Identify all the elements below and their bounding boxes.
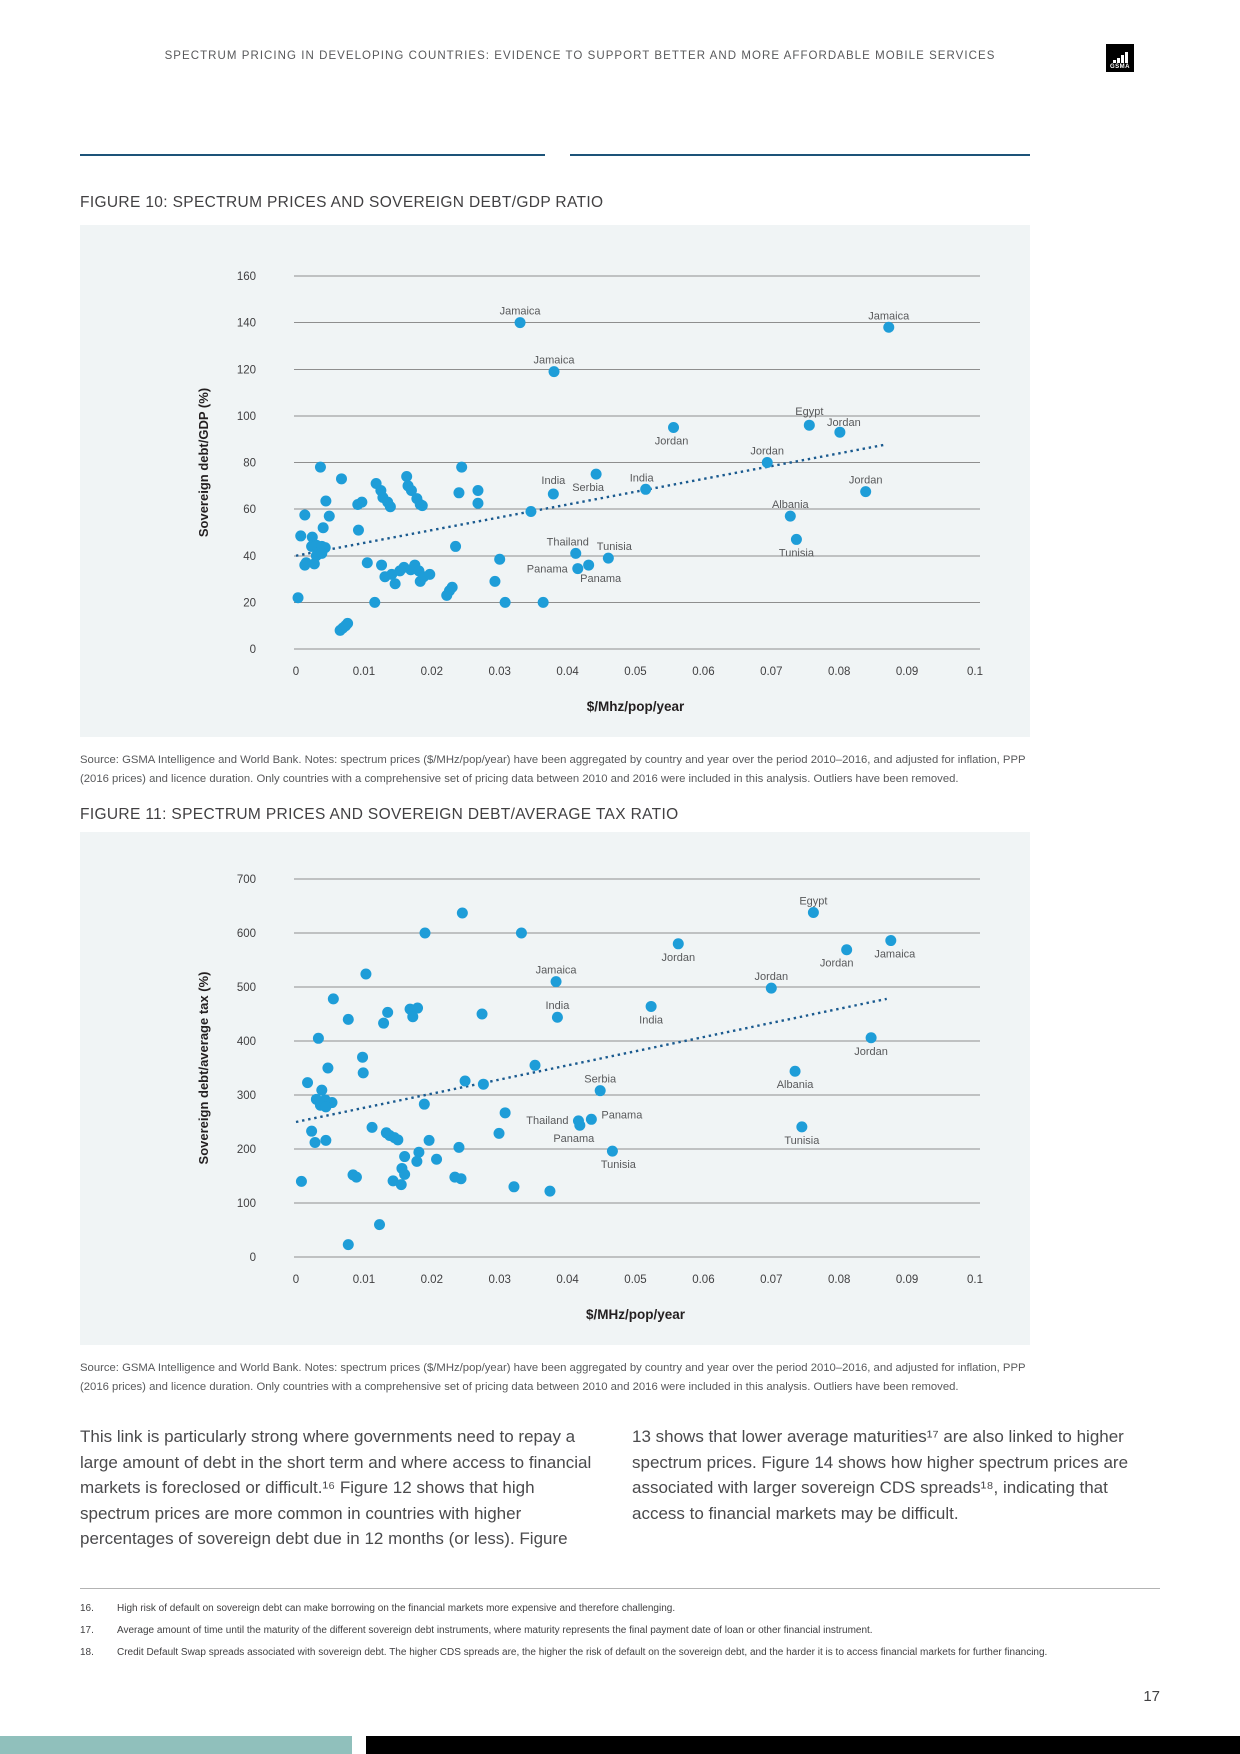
data-point xyxy=(324,511,335,522)
data-point xyxy=(367,1122,378,1133)
data-point-india xyxy=(552,1012,563,1023)
data-point xyxy=(382,1007,393,1018)
country-label: Thailand xyxy=(526,1114,569,1127)
y-axis-title: Sovereign debt/average tax (%) xyxy=(196,971,211,1165)
data-point xyxy=(313,1033,324,1044)
x-tick-label: 0.06 xyxy=(692,1274,715,1286)
footer-black-bar xyxy=(366,1736,1240,1754)
data-point xyxy=(508,1181,519,1192)
figure11-scatter-chart xyxy=(80,832,1030,1350)
data-point xyxy=(500,597,511,608)
page-number: 17 xyxy=(1143,1688,1160,1705)
data-point xyxy=(357,1052,368,1063)
country-label: Tunisia xyxy=(596,541,632,554)
y-tick-label: 80 xyxy=(243,457,256,470)
body-paragraph-left: This link is particularly strong where governments need to repay a large amount of debt in the short term and where access to financial markets is foreclosed or difficult.¹⁶ Figure 12 shows that high spectrum prices are more common in countries with higher percentages of sovereign debt due in 12 months (or less). Figure xyxy=(80,1427,592,1548)
data-point xyxy=(296,1176,307,1187)
y-axis-title: Sovereign debt/GDP (%) xyxy=(196,387,211,538)
country-label: Jamaica xyxy=(868,310,910,323)
data-point-jordan xyxy=(668,422,679,433)
data-point xyxy=(322,1063,333,1074)
data-point xyxy=(441,590,452,601)
x-tick-label: 0 xyxy=(292,1274,300,1286)
data-point xyxy=(494,1128,505,1139)
data-point xyxy=(309,558,320,569)
data-point xyxy=(299,560,310,571)
figure10-source-note: Source: GSMA Intelligence and World Bank. Notes: spectrum prices ($/MHz/pop/year) have been aggregated by country and year over the period 2010–2016, and adjusted for inflation, PPP (2016 prices) and licence duration. Only countries with a comprehensive set of pricing data between 2010 and 2016 were included in this analysis. Outliers have been removed. xyxy=(80,754,1026,785)
footer-teal-bar xyxy=(0,1736,352,1754)
x-tick-label: 0.09 xyxy=(895,1274,919,1286)
data-point-jamaica xyxy=(549,366,560,377)
data-point xyxy=(356,497,367,508)
gsma-bar-chart-icon xyxy=(1113,52,1128,63)
data-point xyxy=(343,1014,354,1025)
data-point-india xyxy=(640,484,651,495)
x-tick-label: 0.03 xyxy=(488,666,511,678)
country-label: Panama xyxy=(601,1109,643,1122)
country-label: Tunisia xyxy=(600,1159,636,1172)
data-point xyxy=(358,1067,369,1078)
data-point-india xyxy=(646,1001,657,1012)
data-point xyxy=(453,487,464,498)
divider-rule-right xyxy=(570,154,1030,156)
x-tick-label: 0.04 xyxy=(556,666,579,678)
data-point xyxy=(417,500,428,511)
chart-canvas xyxy=(80,832,1030,1345)
y-tick-label: 700 xyxy=(236,874,256,886)
figure11-panel xyxy=(80,832,1030,1345)
x-tick-label: 0.05 xyxy=(624,1274,647,1286)
country-label: Jordan xyxy=(819,957,854,970)
data-point xyxy=(460,1075,471,1086)
x-tick-label: 0.09 xyxy=(895,666,919,678)
footnote-text: High risk of default on sovereign debt can make borrowing on the financial markets more expensive and therefore challenging. xyxy=(117,1603,676,1614)
data-point-india xyxy=(548,488,559,499)
data-point xyxy=(378,1018,389,1029)
data-point xyxy=(392,1134,403,1145)
data-point-jamaica xyxy=(551,976,562,987)
data-point xyxy=(316,1085,327,1096)
x-tick-label: 0.04 xyxy=(556,1274,579,1286)
data-point xyxy=(478,1079,489,1090)
data-point xyxy=(424,1135,435,1146)
country-label: Serbia xyxy=(584,1073,617,1086)
data-point-jordan xyxy=(866,1032,877,1043)
data-point xyxy=(316,548,327,559)
divider-rule-left xyxy=(80,154,545,156)
data-point-tunisia xyxy=(796,1121,807,1132)
data-point xyxy=(342,618,353,629)
y-tick-label: 200 xyxy=(236,1144,256,1156)
country-label: Jamaica xyxy=(499,305,541,318)
data-point xyxy=(343,1239,354,1250)
data-point xyxy=(472,498,483,509)
data-point-egypt xyxy=(804,420,815,431)
footnote-18 xyxy=(80,1646,1160,1660)
country-label: Jordan xyxy=(654,435,689,448)
x-tick-label: 0.01 xyxy=(352,1274,376,1286)
x-tick-label: 0.01 xyxy=(352,666,376,678)
data-point-serbia xyxy=(591,469,602,480)
data-point-thailand xyxy=(570,548,581,559)
data-point-egypt xyxy=(808,907,819,918)
data-point xyxy=(293,592,304,603)
data-point xyxy=(302,1077,313,1088)
data-point xyxy=(351,1172,362,1183)
data-point-tunisia xyxy=(607,1146,618,1157)
data-point xyxy=(500,1107,511,1118)
gsma-logo-text: GSMA xyxy=(1110,64,1130,70)
data-point-jordan xyxy=(841,944,852,955)
country-label: Thailand xyxy=(546,536,589,549)
data-point xyxy=(516,928,527,939)
chart-canvas xyxy=(80,225,1030,737)
data-point xyxy=(530,1060,541,1071)
x-tick-label: 0.1 xyxy=(967,666,983,678)
y-tick-label: 20 xyxy=(243,597,256,610)
country-label: India xyxy=(639,1014,664,1027)
data-point xyxy=(360,969,371,980)
data-point-tunisia xyxy=(603,553,614,564)
data-point-jordan xyxy=(673,938,684,949)
data-point xyxy=(306,1126,317,1137)
y-tick-label: 100 xyxy=(236,1198,256,1210)
figure11-title: FIGURE 11: SPECTRUM PRICES AND SOVEREIGN DEBT/AVERAGE TAX RATIO xyxy=(80,806,679,823)
x-tick-label: 0.06 xyxy=(692,666,715,678)
x-tick-label: 0.02 xyxy=(420,1274,443,1286)
x-axis-title: $/Mhz/pop/year xyxy=(586,699,685,714)
footnotes xyxy=(80,1602,1160,1668)
y-tick-label: 160 xyxy=(236,271,256,283)
data-point xyxy=(399,1169,410,1180)
country-label: Jordan xyxy=(661,951,696,964)
figure10-scatter-chart xyxy=(80,225,1030,742)
data-point xyxy=(419,1099,430,1110)
data-point-tunisia xyxy=(791,534,802,545)
data-point xyxy=(455,1173,466,1184)
data-point xyxy=(407,1011,418,1022)
data-point-jamaica xyxy=(885,935,896,946)
data-point xyxy=(390,578,401,589)
data-point xyxy=(544,1186,555,1197)
footnote-number: 18. xyxy=(80,1647,94,1658)
y-tick-label: 140 xyxy=(236,317,256,330)
data-point xyxy=(424,569,435,580)
data-point xyxy=(450,541,461,552)
y-tick-label: 120 xyxy=(236,364,256,377)
y-tick-label: 0 xyxy=(249,644,256,656)
country-label: Serbia xyxy=(572,482,605,495)
data-point xyxy=(376,560,387,571)
data-point xyxy=(477,1009,488,1020)
y-tick-label: 600 xyxy=(236,928,256,940)
country-label: Jordan xyxy=(750,445,785,458)
data-point xyxy=(310,1137,321,1148)
data-point xyxy=(320,495,331,506)
footnote-16 xyxy=(80,1602,1160,1616)
data-point xyxy=(472,485,483,496)
data-point xyxy=(328,993,339,1004)
data-point-jamaica xyxy=(883,322,894,333)
footnote-17 xyxy=(80,1624,1160,1638)
country-label: Egypt xyxy=(799,895,828,908)
data-point xyxy=(538,597,549,608)
data-point-albania xyxy=(790,1066,801,1077)
footnote-text: Average amount of time until the maturity of the different sovereign debt instruments, where maturity represents the final payment date of loan or other financial instrument. xyxy=(117,1625,873,1636)
data-point-jamaica xyxy=(515,317,526,328)
data-point-jordan xyxy=(860,486,871,497)
data-point xyxy=(453,1142,464,1153)
data-point xyxy=(369,597,380,608)
figure10-panel xyxy=(80,225,1030,737)
x-tick-label: 0.05 xyxy=(624,666,647,678)
y-tick-label: 100 xyxy=(236,410,256,423)
country-label: Jamaica xyxy=(535,964,577,977)
country-label: India xyxy=(545,1000,570,1013)
data-point-panama xyxy=(574,1120,585,1131)
x-tick-label: 0.02 xyxy=(420,666,443,678)
data-point-panama xyxy=(586,1114,597,1125)
country-label: Jordan xyxy=(754,971,789,984)
data-point xyxy=(385,501,396,512)
country-label: India xyxy=(629,472,654,485)
x-tick-label: 0.08 xyxy=(828,1274,851,1286)
x-tick-label: 0.03 xyxy=(488,1274,511,1286)
data-point-jordan xyxy=(762,457,773,468)
data-point xyxy=(315,462,326,473)
data-point xyxy=(318,522,329,533)
x-tick-label: 0.07 xyxy=(760,1274,783,1286)
y-tick-label: 300 xyxy=(236,1090,256,1102)
data-point-albania xyxy=(785,511,796,522)
country-label: Albania xyxy=(776,1079,814,1092)
body-paragraph-right: 13 shows that lower average maturities¹⁷ are also linked to higher spectrum prices. Figure 14 shows how higher spectrum prices are associated with larger sovereign CDS spreads¹⁸, indicating that access to financial markets may be difficult. xyxy=(632,1427,1129,1523)
data-point xyxy=(399,1151,410,1162)
country-label: Jamaica xyxy=(874,948,916,961)
country-label: Jordan xyxy=(854,1045,888,1058)
x-tick-label: 0.1 xyxy=(967,1274,983,1286)
country-label: Egypt xyxy=(795,406,824,419)
y-tick-label: 0 xyxy=(249,1252,256,1264)
data-point xyxy=(431,1154,442,1165)
y-tick-label: 40 xyxy=(243,550,256,563)
data-point xyxy=(299,509,310,520)
data-point xyxy=(336,473,347,484)
y-tick-label: 500 xyxy=(236,982,256,994)
data-point xyxy=(413,1147,424,1158)
country-label: Jordan xyxy=(827,417,861,430)
data-point xyxy=(295,530,306,541)
data-point xyxy=(320,1135,331,1146)
country-label: Tunisia xyxy=(778,547,814,560)
footnote-number: 16. xyxy=(80,1603,94,1614)
data-point xyxy=(401,471,412,482)
data-point xyxy=(353,525,364,536)
figure10-title: FIGURE 10: SPECTRUM PRICES AND SOVEREIGN DEBT/GDP RATIO xyxy=(80,194,604,211)
country-label: Jamaica xyxy=(533,354,575,367)
data-point-jordan xyxy=(766,983,777,994)
gsma-logo xyxy=(1106,44,1134,72)
footnote-text: Credit Default Swap spreads associated with sovereign debt. The higher CDS spreads are, the higher the risk of default on the sovereign debt, and the harder it is to access financial markets for further financing. xyxy=(117,1647,1048,1658)
data-point xyxy=(420,928,431,939)
country-label: Tunisia xyxy=(784,1134,820,1147)
country-label: India xyxy=(541,474,566,487)
x-tick-label: 0.08 xyxy=(828,666,851,678)
data-point xyxy=(525,506,536,517)
data-point-serbia xyxy=(595,1085,606,1096)
x-axis-title: $/MHz/pop/year xyxy=(585,1307,686,1322)
trend-line xyxy=(296,999,887,1122)
data-point xyxy=(494,554,505,565)
country-label: Panama xyxy=(553,1133,595,1146)
x-tick-label: 0.07 xyxy=(760,666,783,678)
footnote-rule xyxy=(80,1588,1160,1589)
data-point xyxy=(374,1219,385,1230)
country-label: Albania xyxy=(771,499,809,512)
data-point xyxy=(396,1179,407,1190)
data-point xyxy=(456,462,467,473)
data-point xyxy=(362,557,373,568)
country-label: Panama xyxy=(526,563,568,576)
y-tick-label: 60 xyxy=(243,504,256,517)
running-header: SPECTRUM PRICING IN DEVELOPING COUNTRIES: EVIDENCE TO SUPPORT BETTER AND MORE AFFORDABLE MOBILE SERVICES xyxy=(164,50,996,62)
x-tick-label: 0 xyxy=(292,666,300,678)
data-point xyxy=(489,576,500,587)
figure11-source-note: Source: GSMA Intelligence and World Bank. Notes: spectrum prices ($/MHz/pop/year) have been aggregated by country and year over the period 2010–2016, and adjusted for inflation, PPP (2016 prices) and licence duration. Only countries with a comprehensive set of pricing data between 2010 and 2016 were included in this analysis. Outliers have been removed. xyxy=(80,1362,1026,1393)
country-label: Jordan xyxy=(848,474,883,487)
data-point xyxy=(457,908,468,919)
data-point xyxy=(411,1156,422,1167)
y-tick-label: 400 xyxy=(236,1036,256,1048)
data-point xyxy=(320,1101,331,1112)
country-label: Panama xyxy=(580,573,622,586)
data-point-panama xyxy=(583,560,594,571)
footnote-number: 17. xyxy=(80,1625,94,1636)
